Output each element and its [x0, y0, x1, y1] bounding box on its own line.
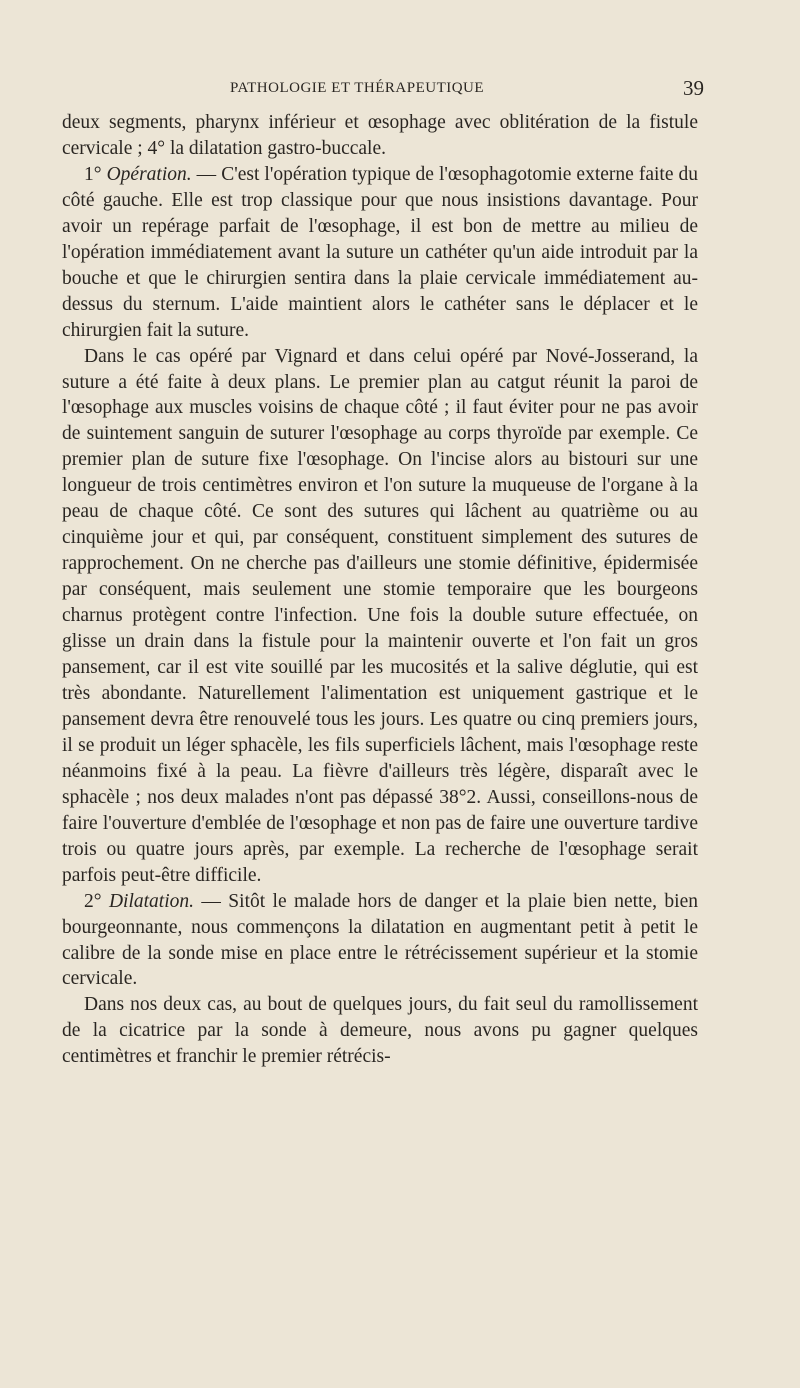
paragraph [62, 889, 698, 993]
page-header [62, 76, 704, 102]
paragraph-text: Dans nos deux cas, au bout de quelques jours, du fait seul du ramollissement de la cicatrice par la sonde à demeure, nous avons pu gagner quelques centimètres et franchir le premier rétrécis- [62, 994, 698, 1068]
section-number: 2° [84, 890, 109, 912]
paragraph [62, 344, 698, 889]
body-text [62, 110, 698, 1070]
paragraph [62, 110, 698, 162]
paragraph-text: — Sitôt le malade hors de danger et la plaie bien nette, bien bourgeonnante, nous commençons la dilatation en augmentant petit à petit le calibre de la sonde mise en place entre le rétrécissement supérieur et la stomie cervicale. [62, 890, 698, 990]
running-title: PATHOLOGIE ET THÉRAPEUTIQUE [230, 80, 485, 96]
page-number: 39 [683, 76, 704, 100]
section-heading: Dilatation. [108, 890, 194, 912]
paragraph [62, 162, 698, 344]
section-number: 1° [84, 163, 107, 185]
book-page [62, 76, 704, 1070]
paragraph [62, 992, 698, 1070]
paragraph-text: deux segments, pharynx inférieur et œsophage avec oblitération de la fistule cervicale ; 4° la dilatation gastro-buccale. [62, 112, 698, 159]
paragraph-text: Dans le cas opéré par Vignard et dans celui opéré par Nové-Josserand, la suture a été faite à deux plans. Le premier plan au catgut réunit la paroi de l'œsophage aux muscles voisins de chaque côté ; il faut éviter pour ne pas avoir de suintement sanguin de suturer l'œsophage au corps thyroïde par exemple. Ce premier plan de suture fixe l'œsophage. On l'incise alors au bistouri sur une longueur de trois centimètres environ et l'on suture la muqueuse de l'organe à la peau de chaque côté. Ce sont des sutures qui lâchent au quatrième ou au cinquième jour et qui, par conséquent, constituent simplement des sutures de rapprochement. On ne cherche pas d'ailleurs une stomie définitive, épidermisée par conséquent, mais seulement une stomie temporaire que les bourgeons charnus protègent contre l'infection. Une fois la double suture effectuée, on glisse un drain dans la fistule pour la maintenir ouverte et l'on fait un gros pansement, car il est vite souillé par les mucosités et la salive déglutie, qui est très abondante. Naturellement l'alimentation est uniquement gastrique et le pansement devra être renouvelé tous les jours. Les quatre ou cinq premiers jours, il se produit un léger sphacèle, les fils superficiels lâchent, mais l'œsophage reste néanmoins fixé à la peau. La fièvre d'ailleurs très légère, disparaît avec le sphacèle ; nos deux malades n'ont pas dépassé 38°2. Aussi, conseillons-nous de faire l'ouverture d'emblée de l'œsophage et non pas de faire une ouverture tardive trois ou quatre jours après, par exemple. La recherche de l'œsophage serait parfois peut-être difficile. [62, 345, 698, 886]
paragraph-text: — C'est l'opération typique de l'œsophagotomie externe faite du côté gauche. Elle est trop classique pour que nous insistions davantage. Pour avoir un repérage parfait de l'œsophage, il est bon de mettre au milieu de l'opération immédiatement avant la suture un cathéter qu'un aide introduit par la bouche et que le chirurgien sentira dans la plaie cervicale immédiatement au-dessus du sternum. L'aide maintient alors le cathéter sans le déplacer et le chirurgien fait la suture. [62, 163, 698, 341]
section-heading: Opération. [106, 163, 192, 185]
